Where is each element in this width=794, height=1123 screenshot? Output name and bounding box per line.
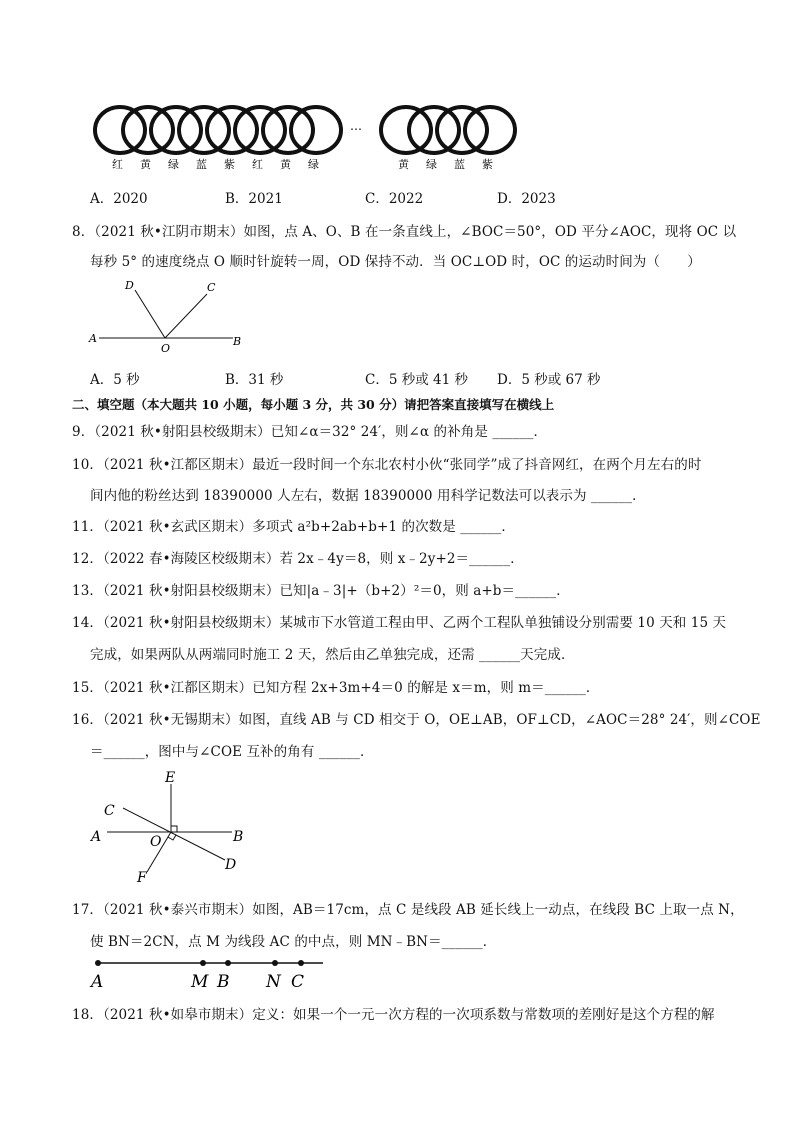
section-2-title: 二、填空题（本大题共 10 小题，每小题 3 分，共 30 分）请把答案直接填写在横线上	[72, 397, 555, 412]
q13: 13．（2021 秋•射阳县校级期末）已知|a﹣3|+（b+2）²＝0，则 a+b＝______．	[72, 583, 570, 599]
q8-option-c: C．5 秒或 41 秒	[365, 372, 468, 388]
q16-label-b: B	[233, 829, 244, 845]
q16-label-e: E	[165, 770, 176, 786]
ring-label: 红	[112, 158, 123, 171]
ring-label: 黄	[140, 158, 151, 171]
ring-ellipsis: …	[350, 119, 362, 133]
ring-label: 绿	[308, 158, 319, 171]
q16-label-a: A	[91, 829, 102, 845]
q8-option-a: A．5 秒	[90, 372, 140, 388]
q8-angle-figure	[85, 278, 255, 356]
q9: 9．（2021 秋•射阳县校级期末）已知∠α＝32° 24′，则∠α 的补角是 ______．	[72, 424, 548, 440]
ring-label: 红	[252, 158, 263, 171]
q17-label-c: C	[291, 972, 305, 992]
q8-label-o: O	[161, 342, 171, 355]
ring-label: 黄	[398, 158, 409, 171]
q8-option-d: D．5 秒或 67 秒	[497, 372, 601, 388]
q8-label-b: B	[233, 335, 242, 348]
q17-label-a: A	[91, 972, 104, 992]
q7-option-a: A．2020	[90, 191, 148, 207]
q16-label-d: D	[225, 857, 237, 873]
q16-label-o: O	[150, 834, 162, 850]
q17-label-b: B	[217, 972, 230, 992]
q17-label-m: M	[191, 972, 209, 992]
q14-line-1: 14．（2021 秋•射阳县校级期末）某城市下水管道工程由甲、乙两个工程队单独铺设分别需要 10 天和 15 天	[72, 615, 727, 631]
q10-line-2: 间内他的粉丝达到 18390000 人左右，数据 18390000 用科学记数法可以表示为 ______．	[90, 488, 646, 504]
q8-line-2: 每秒 5° 的速度绕点 O 顺时针旋转一周，OD 保持不动．当 OC⊥OD 时，OC 的运动时间为（ ）	[90, 254, 701, 270]
q12: 12．（2022 春•海陵区校级期末）若 2x﹣4y＝8，则 x﹣2y+2＝______．	[72, 551, 524, 567]
q8-label-c: C	[207, 281, 216, 294]
q16-label-f: F	[137, 870, 147, 886]
ring-label: 蓝	[196, 158, 207, 171]
ring-label: 紫	[224, 158, 235, 171]
q16-label-c: C	[104, 803, 115, 819]
q7-option-d: D．2023	[497, 191, 556, 207]
q8-label-a: A	[89, 332, 97, 345]
olympic-rings-figure	[88, 100, 518, 180]
q16-line-1: 16．（2021 秋•无锡期末）如图，直线 AB 与 CD 相交于 O，OE⊥AB，OF⊥CD，∠AOC＝28° 24′，则∠COE	[72, 712, 761, 728]
q16-intersecting-lines-figure	[85, 768, 255, 886]
q8-line-1: 8．（2021 秋•江阴市期末）如图，点 A、O、B 在一条直线上，∠BOC＝50°，OD 平分∠AOC，现将 OC 以	[72, 224, 737, 240]
q10-line-1: 10．（2021 秋•江都区期末）最近一段时间一个东北农村小伙“张同学”成了抖音网红，在两个月左右的时	[72, 457, 702, 473]
q17-line-2: 使 BN＝2CN，点 M 为线段 AC 的中点，则 MN﹣BN＝______．	[90, 934, 497, 950]
q8-label-d: D	[125, 279, 134, 292]
q7-option-b: B．2021	[225, 191, 283, 207]
q15: 15．（2021 秋•江都区期末）已知方程 2x+3m+4＝0 的解是 x＝m，则 m＝______．	[72, 680, 600, 696]
q16-line-2: ＝______，图中与∠COE 互补的角有 ______．	[90, 744, 374, 760]
q11: 11．（2021 秋•玄武区期末）多项式 a²b+2ab+b+1 的次数是 ______．	[72, 519, 515, 535]
q14-line-2: 完成，如果两队从两端同时施工 2 天，然后由乙单独完成，还需 ______天完成．	[90, 647, 575, 663]
ring-label: 蓝	[454, 158, 465, 171]
ring-label: 绿	[426, 158, 437, 171]
q17-segment-figure	[85, 953, 335, 995]
q8-option-b: B．31 秒	[225, 372, 284, 388]
q18-line-1: 18．（2021 秋•如皋市期末）定义：如果一个一元一次方程的一次项系数与常数项的差刚好是这个方程的解	[72, 1007, 715, 1023]
q17-label-n: N	[266, 972, 281, 992]
ring-label: 黄	[280, 158, 291, 171]
ring-label: 紫	[482, 158, 493, 171]
ring-label: 绿	[168, 158, 179, 171]
q7-option-c: C．2022	[365, 191, 424, 207]
q17-line-1: 17．（2021 秋•泰兴市期末）如图，AB＝17cm，点 C 是线段 AB 延长线上一动点，在线段 BC 上取一点 N，	[72, 902, 744, 918]
